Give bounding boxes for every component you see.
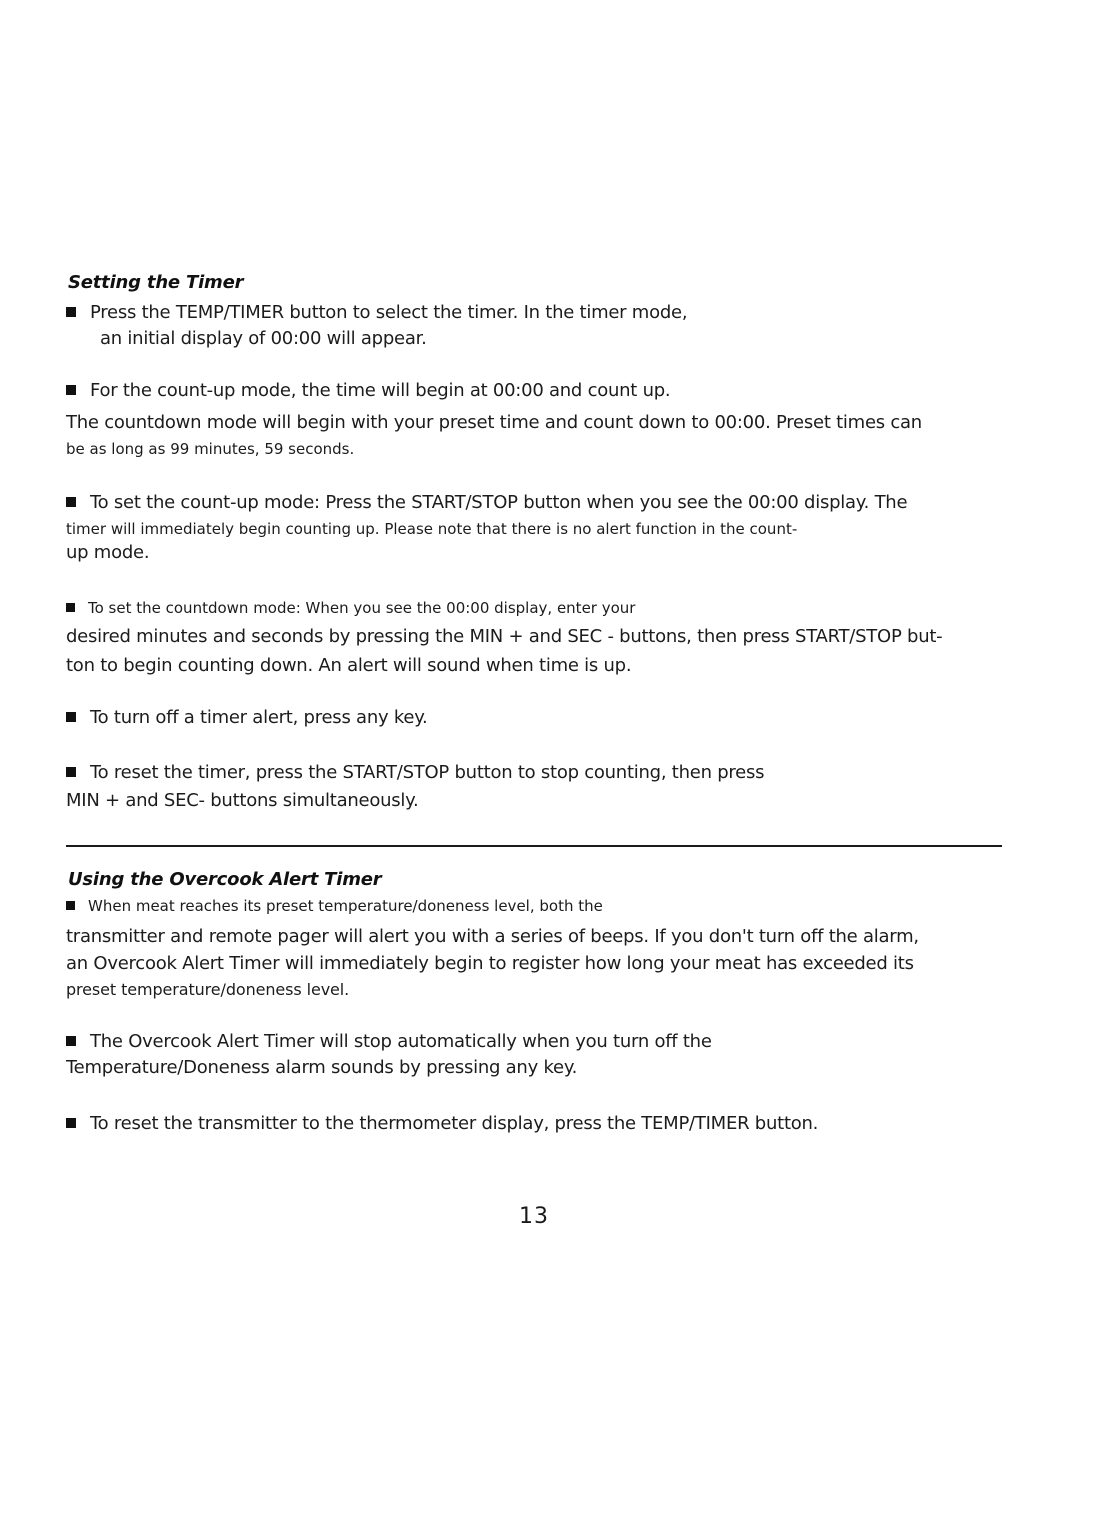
timer-p3-line2: timer will immediately begin counting up. Please note that there is no alert function in the count- (66, 520, 798, 538)
timer-p3-line3: up mode. (66, 542, 150, 563)
timer-p6-line2: MIN + and SEC- buttons simultaneously. (66, 790, 419, 811)
section-heading-overcook-alert: Using the Overcook Alert Timer (68, 869, 382, 890)
page-number: 13 (519, 1204, 549, 1229)
overcook-p3-line1: To reset the transmitter to the thermometer display, press the TEMP/TIMER button. (66, 1113, 818, 1134)
timer-p4-line2: desired minutes and seconds by pressing the MIN + and SEC - buttons, then press START/STOP but- (66, 626, 943, 647)
section-heading-setting-timer: Setting the Timer (68, 272, 244, 293)
bullet-icon (66, 603, 75, 612)
timer-p4-line1: To set the countdown mode: When you see the 00:00 display, enter your (66, 599, 635, 617)
section-divider (66, 845, 1002, 847)
overcook-p1-line3: an Overcook Alert Timer will immediately begin to register how long your meat has exceeded its (66, 953, 914, 974)
timer-p3-line1: To set the count-up mode: Press the START/STOP button when you see the 00:00 display. The (66, 492, 907, 513)
bullet-icon (66, 712, 76, 722)
overcook-p2-line2: Temperature/Doneness alarm sounds by pressing any key. (66, 1057, 578, 1078)
bullet-icon (66, 901, 75, 910)
bullet-icon (66, 767, 76, 777)
bullet-icon (66, 385, 76, 395)
overcook-p2-line1: The Overcook Alert Timer will stop automatically when you turn off the (66, 1031, 712, 1052)
bullet-icon (66, 497, 76, 507)
timer-p1-line1: Press the TEMP/TIMER button to select the timer. In the timer mode, (66, 302, 687, 323)
timer-p6-line1: To reset the timer, press the START/STOP button to stop counting, then press (66, 762, 764, 783)
overcook-p1-line1: When meat reaches its preset temperature/doneness level, both the (66, 897, 603, 915)
timer-p2-line1: For the count-up mode, the time will begin at 00:00 and count up. (66, 380, 670, 401)
timer-p1-line2: an initial display of 00:00 will appear. (100, 328, 427, 349)
overcook-p1-line2: transmitter and remote pager will alert you with a series of beeps. If you don't turn off the alarm, (66, 926, 919, 947)
timer-p4-line3: ton to begin counting down. An alert will sound when time is up. (66, 655, 632, 676)
overcook-p1-line4: preset temperature/doneness level. (66, 980, 350, 999)
bullet-icon (66, 1036, 76, 1046)
bullet-icon (66, 1118, 76, 1128)
timer-p2-line3: be as long as 99 minutes, 59 seconds. (66, 440, 355, 458)
timer-p5-line1: To turn off a timer alert, press any key. (66, 707, 428, 728)
timer-p2-line2: The countdown mode will begin with your preset time and count down to 00:00. Preset times can (66, 412, 922, 433)
bullet-icon (66, 307, 76, 317)
